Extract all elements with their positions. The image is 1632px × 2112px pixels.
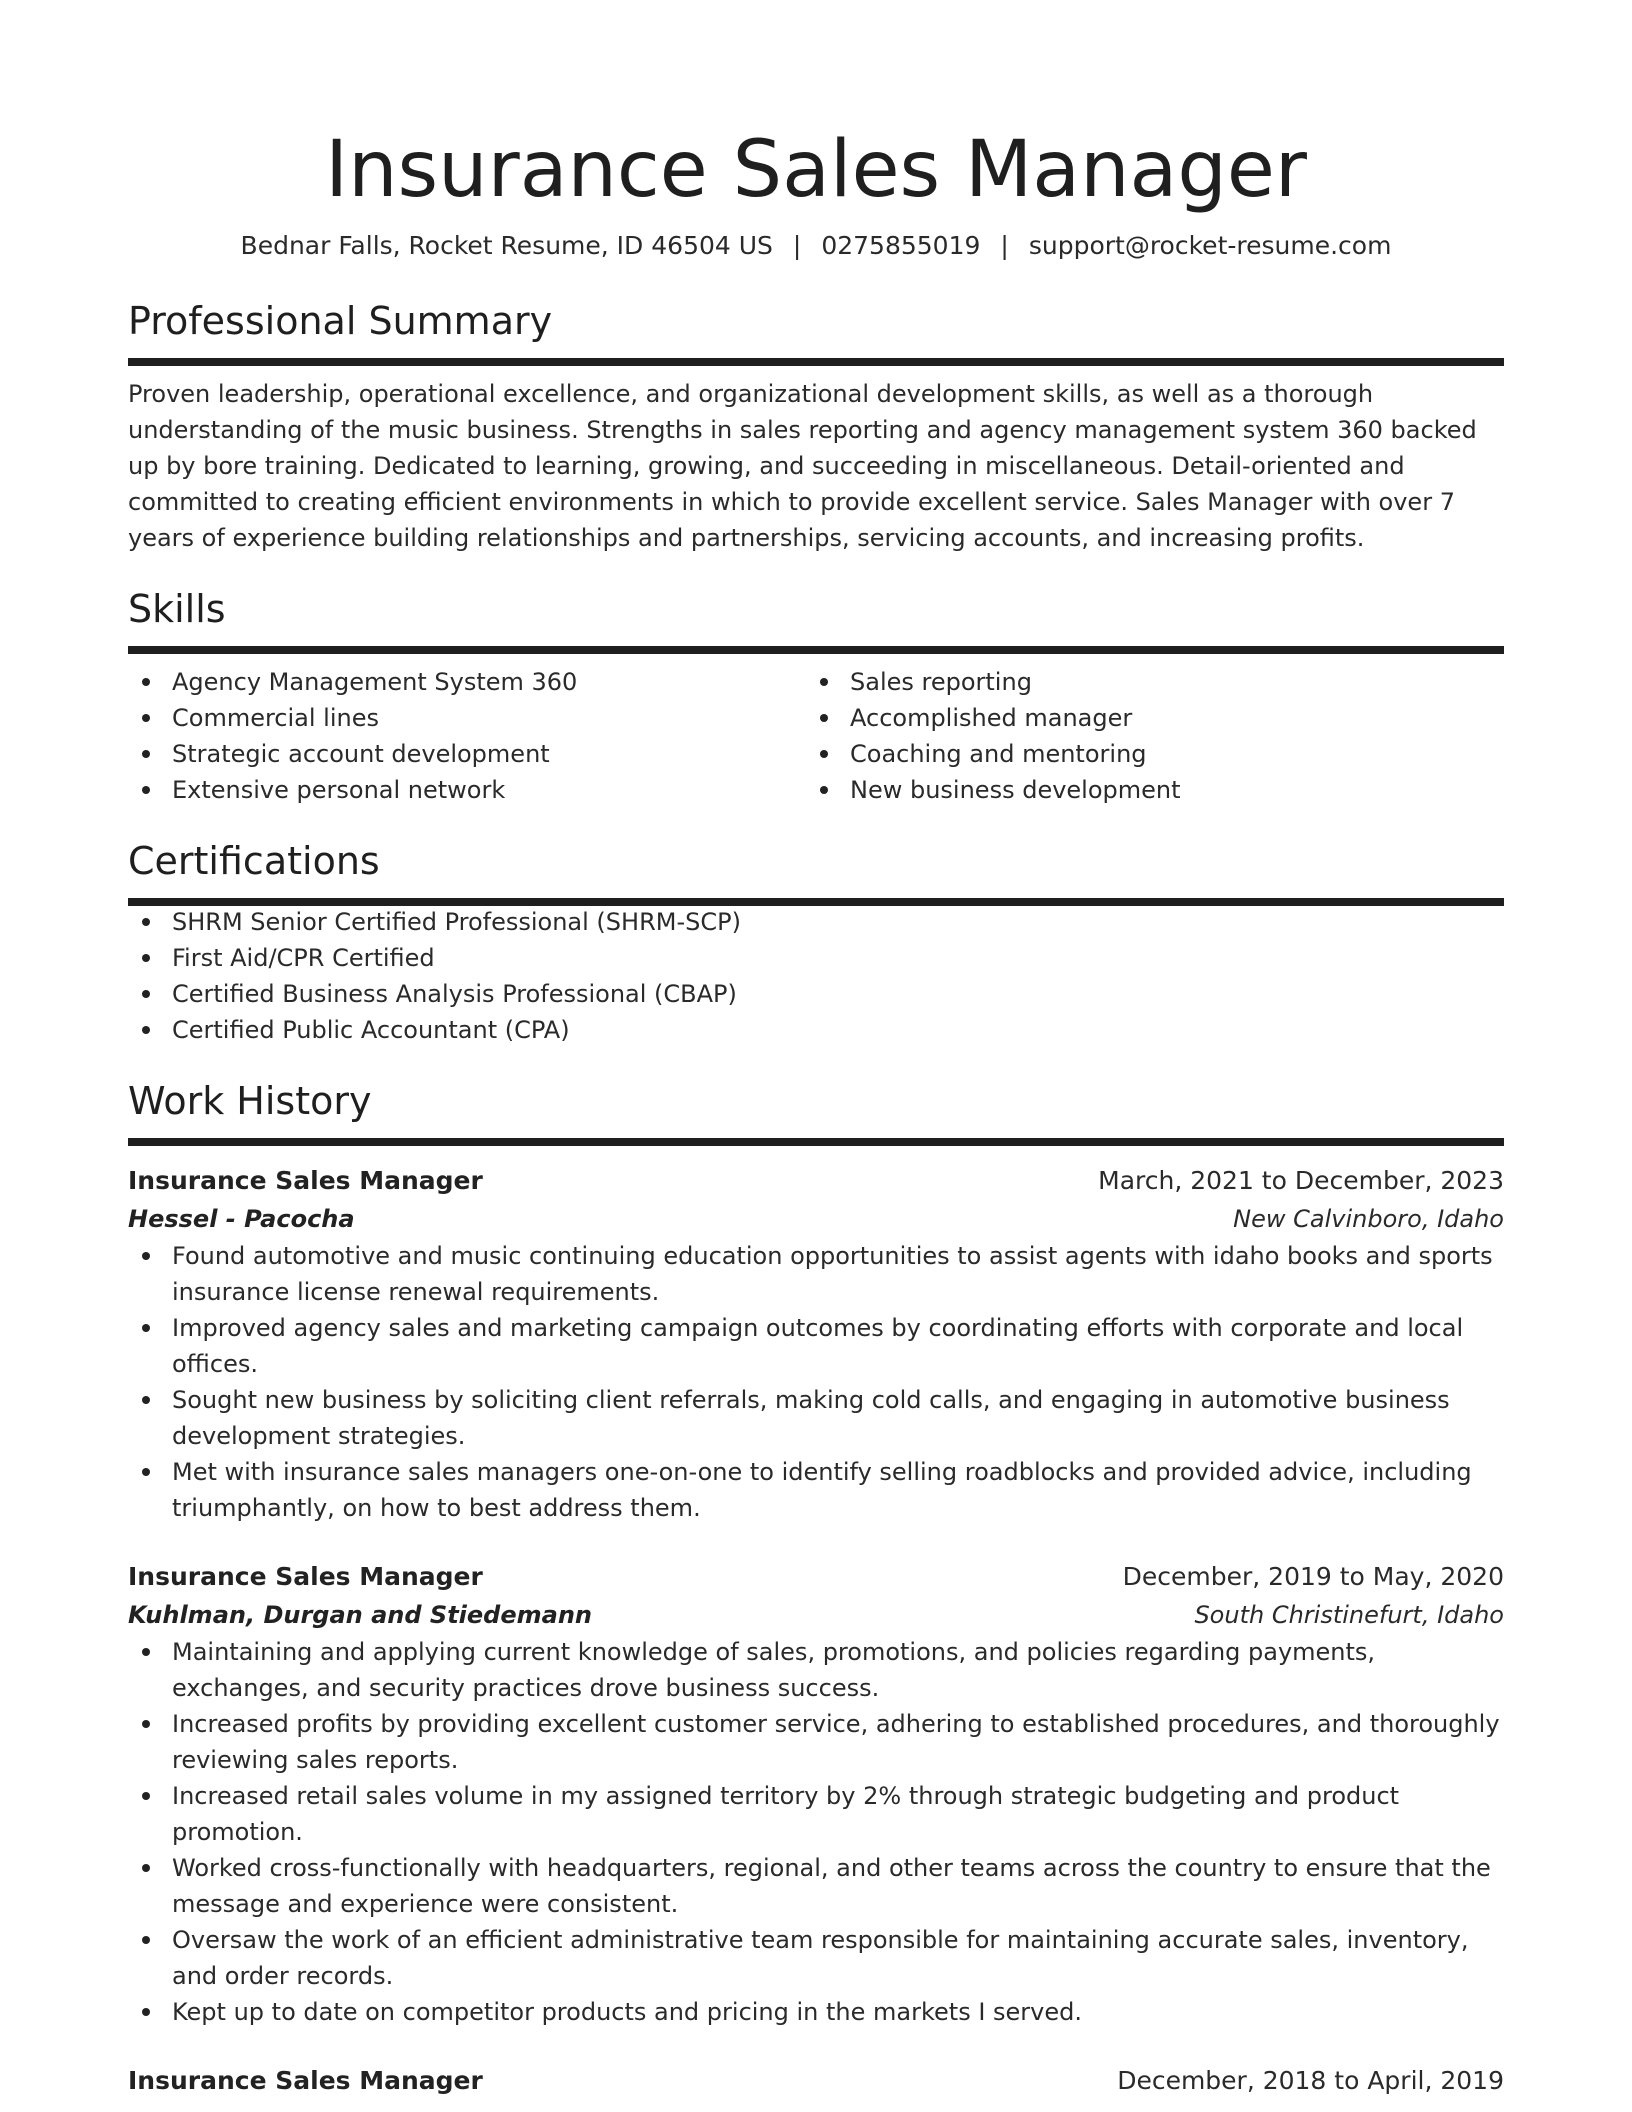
job-bullet: Found automotive and music continuing education opportunities to assist agents with idaho books and sports insurance license renewal requirements. bbox=[128, 1238, 1504, 1310]
certification-item: Certified Public Accountant (CPA) bbox=[128, 1012, 1504, 1048]
job-dates: December, 2019 to May, 2020 bbox=[1122, 1562, 1504, 1591]
section-divider bbox=[128, 646, 1504, 652]
contact-address: Bednar Falls, Rocket Resume, ID 46504 US bbox=[240, 231, 773, 260]
job-bullets bbox=[128, 1238, 1504, 1526]
skill-item: Sales reporting bbox=[806, 664, 1484, 700]
job-company-row bbox=[128, 1200, 1504, 1238]
contact-separator: | bbox=[792, 231, 802, 260]
certification-item: Certified Business Analysis Professional (CBAP) bbox=[128, 976, 1504, 1012]
certification-item: SHRM Senior Certified Professional (SHRM-SCP) bbox=[128, 904, 1504, 940]
job-title: Insurance Sales Manager bbox=[128, 1166, 483, 1195]
job-bullet: Increased profits by providing excellent customer service, adhering to established procedures, and thoroughly reviewing sales reports. bbox=[128, 1706, 1504, 1778]
skills-heading: Skills bbox=[128, 587, 226, 631]
skill-item: Coaching and mentoring bbox=[806, 736, 1484, 772]
job-entry bbox=[128, 1558, 1504, 2030]
job-entry bbox=[128, 1162, 1504, 1526]
skill-item: Strategic account development bbox=[128, 736, 806, 772]
job-dates: March, 2021 to December, 2023 bbox=[1098, 1166, 1504, 1195]
job-header-row bbox=[128, 1162, 1504, 1200]
certification-item: First Aid/CPR Certified bbox=[128, 940, 1504, 976]
resume-title: Insurance Sales Manager bbox=[325, 125, 1307, 215]
skill-item: Accomplished manager bbox=[806, 700, 1484, 736]
section-divider bbox=[128, 1138, 1504, 1144]
certifications-heading: Certifications bbox=[128, 839, 380, 883]
resume-page bbox=[128, 0, 1504, 2100]
skill-item: Commercial lines bbox=[128, 700, 806, 736]
job-company: Kuhlman, Durgan and Stiedemann bbox=[128, 1601, 593, 1629]
job-bullet: Improved agency sales and marketing campaign outcomes by coordinating efforts with corporate and local offices. bbox=[128, 1310, 1504, 1382]
job-bullet: Sought new business by soliciting client referrals, making cold calls, and engaging in automotive business development strategies. bbox=[128, 1382, 1504, 1454]
summary-heading: Professional Summary bbox=[128, 299, 553, 343]
skill-item: Extensive personal network bbox=[128, 772, 806, 808]
job-company-row bbox=[128, 1596, 1504, 1634]
skills-column-left bbox=[128, 664, 806, 808]
job-header-row bbox=[128, 2062, 1504, 2100]
job-bullet: Met with insurance sales managers one-on-one to identify selling roadblocks and provided advice, including triumphantly, on how to best address them. bbox=[128, 1454, 1504, 1526]
summary-text: Proven leadership, operational excellence, and organizational development skills, as well as a thorough understanding of the music business. Strengths in sales reporting and agency management system 360 backed up by bore training. Dedicated to learning, growing, and succeeding in miscellaneous. Detail-oriented and committed to creating efficient environments in which to provide excellent service. Sales Manager with over 7 years of experience building relationships and partnerships, servicing accounts, and increasing profits. bbox=[128, 380, 1477, 552]
certifications-list bbox=[128, 904, 1504, 1048]
section-divider bbox=[128, 358, 1504, 364]
job-bullet: Kept up to date on competitor products and pricing in the markets I served. bbox=[128, 1994, 1504, 2030]
job-entry bbox=[128, 2062, 1504, 2100]
contact-line bbox=[128, 228, 1504, 264]
job-title: Insurance Sales Manager bbox=[128, 2066, 483, 2095]
job-dates: December, 2018 to April, 2019 bbox=[1117, 2066, 1504, 2095]
job-bullet: Worked cross-functionally with headquarters, regional, and other teams across the country to ensure that the message and experience were consistent. bbox=[128, 1850, 1504, 1922]
contact-separator: | bbox=[1000, 231, 1009, 260]
skills-column-right bbox=[806, 664, 1484, 808]
job-bullet: Oversaw the work of an efficient administrative team responsible for maintaining accurate sales, inventory, and order records. bbox=[128, 1922, 1504, 1994]
job-header-row bbox=[128, 1558, 1504, 1596]
work-history-heading: Work History bbox=[128, 1079, 372, 1123]
skills-grid bbox=[128, 664, 1504, 808]
job-bullets bbox=[128, 1634, 1504, 2030]
job-location: South Christinefurt, Idaho bbox=[1194, 1601, 1504, 1629]
contact-email: support@rocket-resume.com bbox=[1028, 231, 1392, 260]
skill-item: Agency Management System 360 bbox=[128, 664, 806, 700]
job-company: Hessel - Pacocha bbox=[128, 1205, 355, 1233]
skill-item: New business development bbox=[806, 772, 1484, 808]
job-bullet: Increased retail sales volume in my assigned territory by 2% through strategic budgeting and product promotion. bbox=[128, 1778, 1504, 1850]
contact-phone: 0275855019 bbox=[821, 231, 981, 260]
job-bullet: Maintaining and applying current knowledge of sales, promotions, and policies regarding payments, exchanges, and security practices drove business success. bbox=[128, 1634, 1504, 1706]
job-location: New Calvinboro, Idaho bbox=[1233, 1205, 1504, 1233]
job-title: Insurance Sales Manager bbox=[128, 1562, 483, 1591]
